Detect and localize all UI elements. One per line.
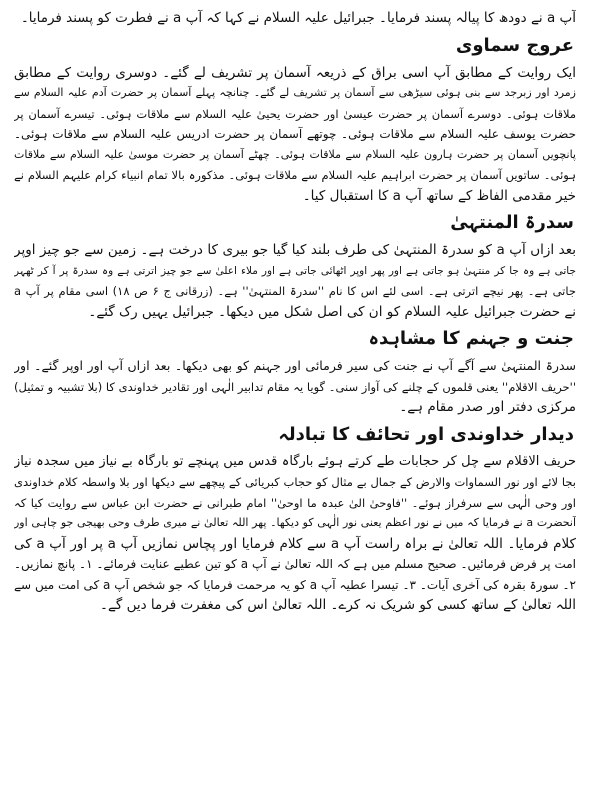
intro-paragraph [14, 8, 576, 29]
section-heading: سدرۃ المنتہیٰ [450, 212, 574, 233]
text-line: بجا لائے اور نور السماوات والارض کے جمال بے مثال کو حجاب کبریائی کے پیچھے سے دیکھا اور بلا واسطہ کلام خداوندی [14, 475, 576, 489]
text-line: آپ a نے دودھ کا پیالہ پسند فرمایا۔ جبرائیل علیہ السلام نے کہا کہ آپ a نے فطرت کو پسند فرمایا۔ [20, 10, 576, 26]
text-line: بعد ازاں آپ a کو سدرۃ المنتہیٰ کی طرف بلند کیا گیا جو بیری کا درخت ہے۔ زمین سے جو چیز اوپر [14, 242, 576, 258]
section-paragraph [14, 356, 576, 418]
text-line: حریف الاقلام سے چل کر حجابات طے کرتے ہوئے بارگاہ قدس میں پہنچے تو بارگاہ بے نیاز میں سجدہ نیاز [14, 453, 576, 469]
text-line: خیر مقدمی الفاظ کے ساتھ آپ a کا استقبال کیا۔ [302, 187, 576, 204]
section-paragraph [14, 63, 576, 207]
section-paragraph [14, 452, 576, 616]
text-line: کلام فرمایا۔ اللہ تعالیٰ نے براہ راست آپ a سے کلام فرمایا اور پچاس نمازیں آپ a پر اور آپ a کی [14, 535, 576, 552]
text-line: امت پر فرض فرمائیں۔ صحیح مسلم میں ہے کہ اللہ تعالیٰ نے آپ a کو تین عطیے عنایت فرمائے۔ ۱۔ پانچ نمازیں۔ [14, 557, 576, 571]
text-line: پانچویں آسمان پر حضرت ہارون علیہ السلام سے ملاقات ہوئی۔ چھٹے آسمان پر حضرت موسیٰ علیہ السلام سے ملاقات [14, 147, 576, 161]
text-line: مرکزی دفتر اور صدر مقام ہے۔ [399, 399, 576, 415]
section-heading: دیدار خداوندی اور تحائف کا تبادلہ [278, 423, 574, 445]
text-line: ہوئی۔ ساتویں آسمان پر حضرت ابراہیم علیہ السلام سے ملاقات ہوئی۔ مذکورہ بالا تمام انبیاء کرام علیہم السلام نے [14, 168, 576, 182]
text-line: ایک روایت کے مطابق آپ اسی براق کے ذریعہ آسمان پر تشریف لے گئے۔ دوسری روایت کے مطابق [14, 64, 576, 81]
text-line: ''حریف الاقلام'' یعنی قلموں کے چلنے کی آواز سنی۔ گویا یہ مقام تدابیر الٰہی اور تقادیر خداوندی کا (بلا تشبیہ و تمثیل) [14, 379, 576, 394]
text-line: ملاقات ہوئی۔ دوسرے آسمان پر حضرت عیسیٰ اور حضرت یحییٰ علیہ السلام سے ملاقات ہوئی۔ تیسرے آسمان پر [14, 106, 576, 121]
text-line: حضرت یوسف علیہ السلام سے ملاقات ہوئی۔ چوتھے آسمان پر حضرت ادریس علیہ السلام سے ملاقات ہوئی۔ [14, 127, 576, 141]
text-line: اور وحی الٰہی سے سرفراز ہوئے۔ ''فاوحیٰ الیٰ عبدہ ما اوحیٰ'' امام طبرانی نے حضرت ابن عباس سے روایت کیا کہ [14, 495, 576, 510]
text-line: اللہ تعالیٰ کے ساتھ کسی کو شریک نہ کرے۔ اللہ تعالیٰ اس کی مغفرت فرما دیں گے۔ [100, 597, 576, 613]
section-heading: عروج سماوی [455, 34, 574, 56]
text-line: آنحضرت a نے فرمایا کہ میں نے نور اعظم یعنی نور الٰہی کو دیکھا۔ پھر اللہ تعالیٰ نے میری طرف وحی بھیجی جو چاہی اور [14, 516, 576, 529]
section-paragraph [14, 240, 576, 322]
text-line: ۲۔ سورۃ بقرہ کی آخری آیات۔ ۳۔ تیسرا عطیہ آپ a کو یہ مرحمت فرمایا کہ جو شخص آپ a کی امت میں سے [14, 577, 576, 592]
text-line: جاتی ہے۔ پھر نیچے اترتی ہے۔ اسی لئے اس کا نام ''سدرۃ المنتہیٰ'' ہے۔ (زرقانی ج ۶ ص ۱۸) اسی مقام پر آپ a [14, 284, 576, 298]
text-line: سدرۃ المنتہیٰ سے آگے آپ نے جنت کی سیر فرمائی اور جہنم کو بھی دیکھا۔ بعد ازاں آپ اور اوپر گئے۔ اور [14, 358, 576, 373]
text-line: جاتی ہے وہ جا کر منتہیٰ ہو جاتی ہے اور پھر اوپر اٹھائی جاتی ہے اور ملاء اعلیٰ سے جو چیز اترتی ہے وہ سدرۃ پر آ کر ٹھہر [14, 264, 576, 277]
text-line: نے حضرت جبرائیل علیہ السلام کو ان کی اصل شکل میں دیکھا۔ جبرائیل یہیں رک گئے۔ [88, 303, 576, 320]
section-heading: جنت و جہنم کا مشاہدہ [368, 328, 574, 349]
text-line: زمرد اور زبرجد سے بنی ہوئی سیڑھی سے آسمان پر تشریف لے گئے۔ چنانچہ پہلے آسمان پر حضرت آدم علیہ السلام سے [14, 86, 576, 99]
